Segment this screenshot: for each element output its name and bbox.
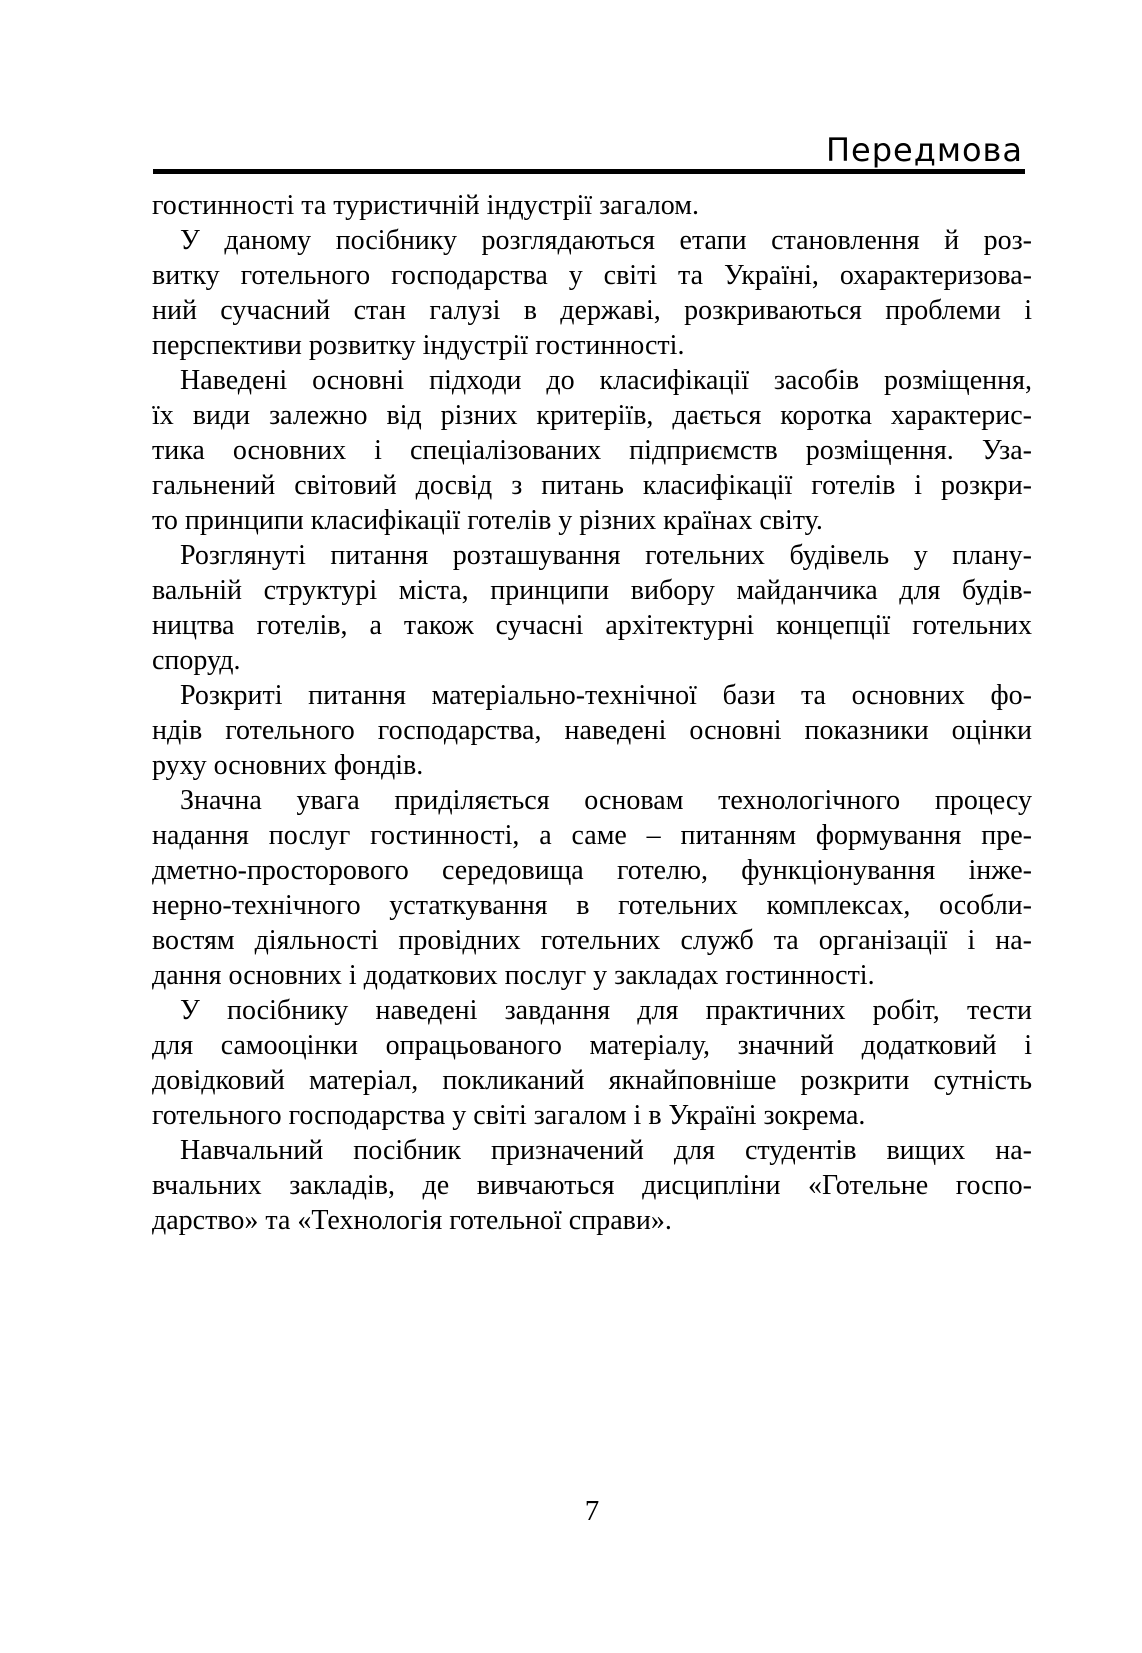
text-line: У посібнику наведені завдання для практичних робіт, тести <box>180 995 1032 1026</box>
text-line: Розглянуті питання розташування готельних будівель у плану- <box>180 540 1032 571</box>
text-line: дання основних і додаткових послуг у закладах гостинності. <box>152 960 875 991</box>
text-line: для самооцінки опрацьованого матеріалу, значний додатковий і <box>152 1030 1032 1061</box>
header-rule <box>153 169 1025 174</box>
text-line: вчальних закладів, де вивчаються дисципліни «Готельне госпо- <box>152 1170 1032 1201</box>
text-line: ндів готельного господарства, наведені основні показники оцінки <box>152 715 1032 746</box>
text-line: споруд. <box>152 645 241 676</box>
text-line: довідковий матеріал, покликаний якнайповніше розкрити сутність <box>152 1065 1032 1096</box>
text-line: їх види залежно від різних критеріїв, дається коротка характерис- <box>152 400 1032 431</box>
text-line: гальнений світовий досвід з питань класифікації готелів і розкри- <box>152 470 1032 501</box>
text-line: то принципи класифікації готелів у різних країнах світу. <box>152 505 823 536</box>
text-line: Значна увага приділяється основам технологічного процесу <box>180 785 1032 816</box>
text-line: дарство» та «Технологія готельної справи». <box>152 1205 672 1236</box>
text-line: тика основних і спеціалізованих підприємств розміщення. Уза- <box>152 435 1032 466</box>
text-line: У даному посібнику розглядаються етапи становлення й роз- <box>180 225 1032 256</box>
text-line: востям діяльності провідних готельних служб та організації і на- <box>152 925 1032 956</box>
text-line: Навчальний посібник призначений для студентів вищих на- <box>180 1135 1032 1166</box>
text-line: надання послуг гостинності, а саме – питанням формування пре- <box>152 820 1032 851</box>
page-number: 7 <box>584 1495 600 1527</box>
text-line: гостинності та туристичній індустрії загалом. <box>152 190 699 221</box>
text-line: Наведені основні підходи до класифікації засобів розміщення, <box>180 365 1032 396</box>
text-line: готельного господарства у світі загалом і в Україні зокрема. <box>152 1100 866 1131</box>
text-line: нерно-технічного устаткування в готельних комплексах, особли- <box>152 890 1032 921</box>
text-line: ний сучасний стан галузі в державі, розкриваються проблеми і <box>152 295 1032 326</box>
page-footer <box>152 1494 1032 1529</box>
text-line: витку готельного господарства у світі та Україні, охарактеризова- <box>152 260 1032 291</box>
text-line: Розкриті питання матеріально-технічної бази та основних фо- <box>180 680 1032 711</box>
page-header <box>153 132 1025 174</box>
text-line: перспективи розвитку індустрії гостинності. <box>152 330 685 361</box>
text-line: ництва готелів, а також сучасні архітектурні концепції готельних <box>152 610 1032 641</box>
text-line: руху основних фондів. <box>152 750 424 781</box>
preface-body <box>152 188 1032 1238</box>
text-line: вальній структурі міста, принципи вибору майданчика для будів- <box>152 575 1032 606</box>
header-title: Передмова <box>825 131 1023 169</box>
text-line: дметно-просторового середовища готелю, функціонування інже- <box>152 855 1032 886</box>
